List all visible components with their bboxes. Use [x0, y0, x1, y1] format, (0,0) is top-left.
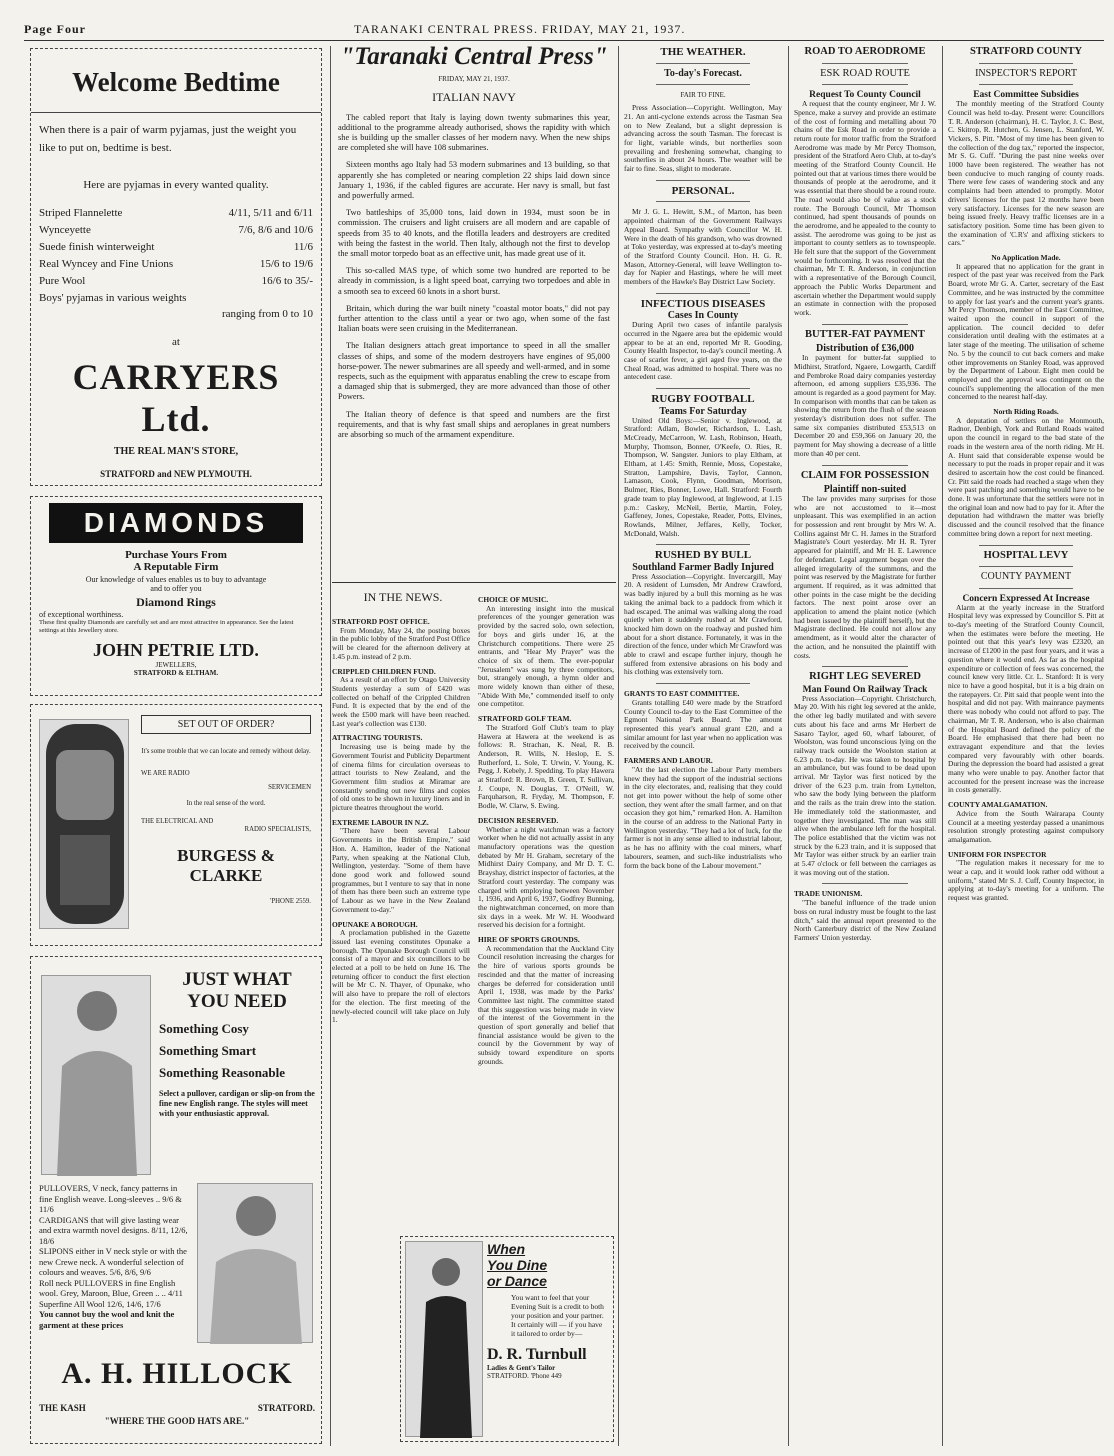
carryers-logo: CARRYERS Ltd. [72, 357, 280, 439]
diamonds-line6: These first quality Diamonds are carefully set and are most attractive in appearance. See the latest settings at this Jewellery store. [39, 619, 294, 634]
editorial [338, 43, 610, 576]
aerodrome-text: A request that the county engineer, Mr J. W. Spence, make a survey and provide an estimate of the cost of forming and metalling about 70 chains of the Esk Road in order to provide a return route for motor traffic from the Stratford Aerodrome was made by Mr Percy Thomson, president of the Stratford Aero Club, at to-day's meeting of the Stratford County Council. He pointed out that at various times there would be thousands of people at the aerodrome, and it was essential that there should be a round route. The road would also be of value as a stock route. The Borough Council, Mr Thomson continued, had spent thousands of pounds on the aerodrome, and he appealed to the county to assist. The aerodrome was going to be just as important to county settlers as to townspeople. He felt sure that the support of the Government would be forthcoming. It was resolved that the chairman, Mr T. R. Anderson, in conjunction with a representative of the Borough Council, approach the Public Works Department and ascertain whether the Department would supply an estimate in connection with the proposed work. [794, 99, 936, 317]
radio-line3: SERVICEMEN [268, 784, 311, 791]
diamonds-line1: Purchase Yours From [125, 549, 227, 561]
radio-cabinet-icon [39, 719, 129, 929]
editorial-body [338, 113, 610, 441]
news-heading: IN THE NEWS. [363, 590, 443, 604]
editorial-paragraph: This so-called MAS type, of which some two hundred are reported to be already in commission, is a light speed boat, carrying two torpedoes and able in a smooth sea to exceed 60 knots in a short burst. [338, 266, 610, 296]
news-item-heading: HIRE OF SPORTS GROUNDS. [478, 935, 580, 945]
editorial-date: FRIDAY, MAY 21, 1937. [438, 75, 510, 84]
north-riding-heading: North Riding Roads. [993, 407, 1059, 417]
radio-ad [30, 704, 322, 946]
county-sub1: INSPECTOR'S REPORT [975, 67, 1077, 79]
price-item-price: 16/6 to 35/- [261, 275, 313, 287]
hospital-sub2: Concern Expressed At Increase [962, 593, 1090, 604]
hospital-text: Alarm at the yearly increase in the Stratford Hospital levy was expressed by Councillor S. Pitt at to-day's meeting of the Stratford County Council, when the estimates were before the meeting. He pointed out that this year's levy was £2320, an increase of £1200 in the past four years, and it was a question where it would end. As far as the hospital expenditure or collection of fees was concerned, the council knew very little. Cr. L. Stanford: It is very nice to have a good hospital, but it is a big drain on the ratepayers. Cr. Pitt said that people went into the hospital and did not pay. With mainrance payments there was nobody who could not afford to pay. The chairman, Mr T. R. Anderson, who is also chairman of the Hospital Board defined the policy of the Board. He emphasised that there had been no extravagant expenditure and that the levies compared very favourably with other boards. During the depression the board had assisted a great many who were unable to pay. Another factor that accounted for the present increase was the increase in costs generally. [948, 602, 1104, 795]
news-item-text: From Monday, May 24, the posting boxes in the public lobby of the Stratford Post Office will be cleared for the afternoon delivery at 1.45 p.m. instead of 2 p.m. [332, 625, 470, 661]
grants-text: Grants totalling £40 were made by the Stratford County Council to-day to the East Committee of the Egmont National Park Board. The amount represented this year's annual grant £20, and a similar amount for last year when no application was received by the council. [624, 697, 782, 751]
price-item-name: Striped Flannelette [39, 207, 123, 219]
price-item-price: 4/11, 5/11 and 6/11 [228, 207, 313, 219]
county-text1: The monthly meeting of the Stratford County Council was held to-day. Present were: Councillors T. R. Anderson (chairman), H. C. Taylor, J. C. Best, C. Skitrop, R. Hutchen, G. Jensen, L. Stanford, W. Vickers, S. Pitt. "Most of my time has been given to the collection of the dog tax," reported the inspector, Mr S. G. Cuff. "During the past nine weeks over 1000 have been registered. The weather has not been conducive to much ranging of county roads. There were few cases of wandering stock and any complaints had been attended to promptly. Motor drivers' licenses for the past 12 months have been very satisfactory. Licenses for the new season are being issued freely. Heavy traffic licenses are in a satisfactory position. Some time has been given to the examination of 'C.R's' and affixing stickers to cars." [948, 99, 1104, 248]
turnbull-town: STRATFORD. 'Phone 449 [487, 1372, 562, 1380]
hillock-firm: A. H. HILLOCK [61, 1357, 293, 1390]
hillock-l2: CARDIGANS that will give lasting wear and extra warmth novel designs. 8/11, 12/6, 18/6 [39, 1214, 188, 1246]
column-rule [618, 46, 619, 1446]
bedtime-title: Welcome Bedtime [72, 67, 280, 97]
personal-heading: PERSONAL. [671, 184, 735, 197]
bull-sub: Southland Farmer Badly Injured [632, 562, 774, 574]
bull-heading: RUSHED BY BULL [654, 549, 752, 562]
aerodrome-sub2: Request To County Council [809, 90, 921, 101]
hillock-s1: Something Cosy [159, 1021, 249, 1036]
editorial-masthead: "Taranaki Central Press" [340, 43, 608, 70]
price-row [39, 205, 313, 222]
bull-text: Press Association—Copyright. Invercargill, May 20. A resident of Lumsden, Mr Andrew Crawford, was badly injured by a bull this morning as he was taking the animal back to a paddock from which it had escaped. The animal was walking along the road quietly when it suddenly rushed at Mr Crawford, knocked him down on the roadway and pushed him about for a short distance. Fortunately, it was in the direction of the fence, under which Mr Crawford was able to crawl and escape further injury, though he suffered from extensive abrasions on his body and his clothing was extensively torn. [624, 571, 782, 677]
news-item-heading: CRIPPLED CHILDREN FUND. [332, 666, 436, 676]
hillock-l4: Roll neck PULLOVERS in fine English wool. Grey, Maroon, Blue, Green .. .. 4/11 [39, 1277, 183, 1298]
news-item-text: A proclamation published in the Gazette issued last evening constitutes Opunake a borough. The Opunake Borough Council will consist of a mayor and six councillors to be elected at a poll to be held on June 16. The returning officer to conduct the first election will be Mr C. N. Thayer, of Opunake, who will also have to prepare the roll of electors for the election. The first meeting of the newly-elected council will take place on July 1. [332, 928, 470, 1025]
column-rule [788, 46, 789, 1446]
petrie-towns: STRATFORD & ELTHAM. [133, 669, 219, 677]
carryers-tagline: THE REAL MAN'S STORE, [113, 446, 239, 457]
evening-suit-couple-illustration [405, 1241, 483, 1437]
leg-text: Press Association—Copyright. Christchurch, May 20. With his right leg severed at the ankle, the other leg badly mutilated and with severe cuts about his face and arms Mr Herbert de Sasaro Taylor, aged 60, wharf labourer, of Woolston, was found unconscious lying on the railway track outside the Woolston station at 6.23 p.m. to-day. He was taken to hospital by an ambulance, but was found to be dead upon arrival. Mr Taylor was first noticed by the driver of the 6.23 p.m. train from Lyttelton, who saw the body lying between the platform and the rails as the train drew into the station. He immediately told the stationmaster, and together they investigated. The man was still alive when the ambulance left for the hospital. The police established that the victim was not struck by the 6.23 train, and it is supposed that Mr Taylor was either struck by an earlier train at 5.47 o'clock or fell between the carriages as it was moving out of the station. [794, 693, 936, 877]
editorial-paragraph: The cabled report that Italy is laying down twenty submarines this year, additional to the programme already authorised, shows the rapidity with which she is building up the smaller classes of her modern navy. When the new ships are completed she will have 108 submarines. [338, 112, 610, 153]
hillock-s2: Something Smart [159, 1043, 257, 1058]
news-item-text: A recommendation that the Auckland City Council resolution increasing the charges for the hire of various sports grounds be rescinded and that the matter of increasing charges be deferred for consideration until April 1, 1938, was made by the Parks' Committee last night. The committee stated that this suggestion was being made in view of the interest of the Government in the question of sport generally and belief that financial assistance would be given to the council by the Government by way of subsidy toward expenditure on sports grounds. [478, 943, 614, 1066]
bedtime-price-list [39, 205, 313, 290]
petrie-sub: JEWELLERS, [155, 661, 197, 669]
weather-text: Press Association—Copyright. Wellington, May 21. An anti-cyclone extends across the Tasman Sea on to New Zealand, but a slight depression is advancing across the south Tasman. The forecast is for light, variable winds, but northerlies soon prevailing and freshening somewhat, changing to southerlies in about 24 hours. The weather will be fair to fine. Seas, slight to moderate. [624, 103, 782, 174]
hillock-slogan: "WHERE THE GOOD HATS ARE." [104, 1416, 250, 1426]
hospital-heading: HOSPITAL LEVY [983, 549, 1069, 561]
claim-sub: Plaintiff non-suited [823, 484, 907, 496]
turnbull-t3: or Dance [487, 1273, 547, 1289]
claim-text: The law provides many surprises for those who are not accustomed to it—most unpleasant. This was exemplified in an action for possession and rent brought by Mrs W. A. Collins against Mr C. H. James in the Stratford Magistrate's Court yesterday. Mr H. R. Tyrer appeared for plaintiff, and Mr H. E. Lawrence for defendant. Legal argument began over the alleged irregularity of the summons, and the point was reserved by the Magistrate for further argument. If required, as it was admitted that other points in the case might be the deciding factors. The next point arose over an application to amend the plaint notice (which had been issued by the plaintiff herself), but the Magistrate declined. He could not allow any amendment, as it would alter the character of the action, and he nonsuited the plaintiff with costs. [794, 493, 936, 660]
man-in-slipon-illustration [197, 1183, 313, 1343]
news-item-text: As a result of an effort by Otago University Students yesterday a sum of £420 was collected on behalf of the Crippled Children Fund. It is expected that by the end of the week the £500 mark will have been reached. Last year's collection was £130. [332, 675, 470, 728]
hillock-l1: PULLOVERS, V neck, fancy patterns in fine English weave. Long-sleeves .. 9/6 & 11/6 [39, 1183, 182, 1214]
news-item-heading: EXTREME LABOUR IN N.Z. [332, 817, 429, 827]
news-left-column [332, 612, 470, 1342]
aerodrome-sub1: ESK ROAD ROUTE [820, 67, 910, 79]
claim-heading: CLAIM FOR POSSESSION [800, 469, 930, 481]
infectious-heading: INFECTIOUS DISEASES [640, 297, 766, 310]
radio-title: SET OUT OF ORDER? [141, 715, 311, 734]
weather-fair: FAIR TO FINE. [680, 91, 726, 100]
turnbull-firm: D. R. Turnbull [487, 1346, 587, 1363]
diamonds-line2: A Reputable Firm [133, 561, 219, 573]
hillock-s3: Something Reasonable [159, 1065, 286, 1080]
masthead-line: TARANAKI CENTRAL PRESS. FRIDAY, MAY 21, 1937. [354, 22, 686, 36]
page-header [24, 22, 1104, 40]
county-sub2: East Committee Subsidies [973, 90, 1079, 101]
county-text2: It appeared that no application for the grant in respect of the past year was received from the Park Board, wrote Mr G. A. Carter, secretary of the East Committee, and he was instructed by the committee to apply for last year's and the current year's grants. Mr Percy Thomson, member of the East Committee, waited upon the council in support of the application. The council decided to defer consideration until dealing with the estimates at a later stage of the meeting. The utilisation of scheme No. 5 by the council to cut back corners and make other improvements on Stanley Road, was approved by the Department of Labour. Eight men could be employed and the approval was contingent on the council's supplementing the allocation of the men concerned to the nearest half-day. [948, 261, 1104, 402]
butterfat-heading: BUTTER-FAT PAYMENT [805, 328, 925, 340]
radio-line2: WE ARE RADIO [141, 770, 190, 777]
column-rule [942, 46, 943, 1446]
news-item-heading: CHOICE OF MUSIC. [478, 595, 549, 604]
news-item-text: "There have been several Labour Governments in the British Empire," said Hon. A. Hamilton, leader of the National Party, when speaking at the National Club, Wellington, yesterday. "Some of them have done good work and followed sound programmes, but I venture to say that in none of them has there been such an extreme type of Labour as we have in the New Zealand Government to-day." [332, 826, 470, 914]
news-item-text: Increasing use is being made by the Government Tourist and Publicity Department of cinema films for circulation overseas to attract tourists to New Zealand, and the Government film studios at Miramar are constantly sending out new films and copies of old ones to be shown in luxury liners and in picture theatres throughout the world. [332, 742, 470, 813]
hillock-title2: YOU NEED [187, 991, 287, 1012]
uniform-heading: UNIFORM FOR INSPECTOR [948, 849, 1047, 859]
radio-phone: 'PHONE 2559. [270, 898, 311, 905]
news-item-heading: STRATFORD POST OFFICE. [332, 617, 430, 626]
editorial-title: ITALIAN NAVY [432, 90, 516, 105]
price-row [39, 222, 313, 239]
uniform-text: "The regulation makes it necessary for me to wear a cap, and it would look rather odd without a uniform," stated Mr S. J. Cuff, County Inspector, in applying at to-day's meeting for a uniform. The request was granted. [948, 858, 1104, 903]
hillock-footer [39, 1403, 315, 1426]
turnbull-t1: When [487, 1241, 526, 1257]
union-heading: TRADE UNIONISM. [794, 889, 863, 899]
radio-line4: In the real sense of the word. [186, 800, 266, 807]
bedtime-boys: Boys' pyjamas in various weights [39, 292, 187, 304]
leg-heading: RIGHT LEG SEVERED [809, 671, 921, 683]
hillock-town: STRATFORD. [257, 1403, 315, 1413]
amalgamation-heading: COUNTY AMALGAMATION. [948, 800, 1048, 810]
diamonds-line4: Diamond Rings [136, 595, 216, 609]
county-text3: A deputation of settlers on the Monmouth, Radnor, Denbigh, York and Rutland Roads waited upon the council in regard to the bad state of the roads in the western area of the north riding. Mr H. A. Hunt said that considerable expense would be necessary to put the roads in proper repair and it was desired to ascertain how the cost could be financed. Cr. Pitt said the roads had reached a stage when they were past patching and something would have to be done. It was unfortunate that the settlers were not in the original loan and now had to pay for it. After the deputation had withdrawn the matter was briefly discussed and the council resolved that the finance committee bring down a report for next meeting. [948, 415, 1104, 538]
hillock-lines [39, 1183, 191, 1330]
price-item-name: Pure Wool [39, 275, 86, 287]
radio-line6: RADIO SPECIALISTS, [244, 826, 311, 833]
price-item-name: Wynceyette [39, 224, 91, 236]
noapp-heading: No Application Made. [991, 253, 1061, 263]
petrie-name: JOHN PETRIE LTD. [93, 640, 259, 660]
aerodrome-heading: ROAD TO AERODROME [804, 46, 926, 57]
price-item-price: 7/6, 8/6 and 10/6 [238, 224, 313, 236]
diamonds-line3: Our knowledge of values enables us to buy to advantage and to offer you [85, 575, 267, 593]
weather-sub: To-day's Forecast. [664, 67, 742, 79]
infectious-text: During April two cases of infantile paralysis occurred in the Ngaere area but the epidemic would appear to be at an end, reported Mr R. Gooding, County Health Inspector, to-day's council meeting. A case of scarlet fever, a girl aged five years, on the Cheal Road, was admitted to hospital. There was no antecedent case. [624, 320, 782, 382]
carryers-towns: STRATFORD and NEW PLYMOUTH. [100, 469, 252, 479]
diamonds-line5: of exceptional worthiness. [39, 610, 124, 619]
hillock-l6: You cannot buy the wool and knit the garment at these prices [39, 1309, 175, 1330]
diamonds-banner: DIAMONDS [49, 503, 303, 543]
hillock-select: Select a pullover, cardigan or slip-on from the fine new English range. The styles will meet with your enthusiastic approval. [159, 1089, 315, 1118]
page-number: Page Four [24, 22, 86, 36]
price-row [39, 273, 313, 290]
turnbull-t2: You Dine [487, 1257, 548, 1273]
column-rule [330, 46, 331, 1446]
radio-text [141, 715, 311, 906]
editorial-paragraph: The Italian designers attach great importance to speed in all the smaller classes of ships, and some of the modern destroyers have engines of 95,000 horse-power. The newer submarines are all speedy and well-armed, and in some respects, such as the equipment with apparatus enabling the crew to escape from a damaged ship that is submerged, they are more advanced than those of other Powers. [338, 341, 610, 402]
hillock-l5: Superfine All Wool 12/6, 14/6, 17/6 [39, 1298, 161, 1309]
county-heading: STRATFORD COUNTY [969, 46, 1083, 57]
farmers-heading: FARMERS AND LABOUR. [624, 756, 713, 766]
grants-heading: GRANTS TO EAST COMMITTEE. [624, 689, 740, 699]
price-item-price: 11/6 [293, 241, 313, 253]
price-row [39, 239, 313, 256]
news-right-column [478, 590, 614, 1066]
editorial-paragraph: Two battleships of 35,000 tons, laid down in 1934, must soon be in commission. The cruisers and light cruisers are all modern and are capable of speeds from 35 to 40 knots, and the flotilla leaders and destroyers are credited with being the fastest in the world. Then Italy, although not the first to develop the small motor torpedo boat as an effective unit, has made great use of it. [338, 208, 610, 259]
news-item-text: An interesting insight into the musical preferences of the younger generation was provided by the sacred solo, own selection, for boys and girls under 16, at the Christchurch competitions. There were 25 entrants, and "Hear My Prayer" was the choice of six of them. The ever-popular "Jerusalem" was sung by three competitors, but, strangely enough, a hymn older and more widely known than either of these, "Abide With Me," commended itself to only one competitor. [478, 603, 614, 709]
editorial-paragraph: Britain, which during the war built ninety "coastal motor boats," did not pay further attention to the class until a year or two ago, when some of the fast Italian boats were seen cruising in the Mediterranean. [338, 303, 610, 334]
turnbull-ad [400, 1236, 614, 1442]
infectious-sub: Cases In County [667, 310, 739, 322]
burgess-clarke-name: BURGESS & CLARKE [177, 846, 275, 885]
news-item-text: Whether a night watchman was a factory worker when he did not actually assist in any manufactory operations was the question debated by Mr H. Graham, secretary of the Midhirst Dairy Company, and Mr D. T. C. Brayshay, district inspector of factories, at the Stratford court yesterday. The company was charged with employing between November 1, 1936, and April 6, 1937, Godfrey Bunning, the nightwatchman concerned, on more than six days in a week. Mr W. H. Woodward reserved his decision for a fortnight. [478, 824, 614, 930]
diamonds-ad [30, 496, 322, 696]
hillock-ad [30, 956, 322, 1444]
radio-line5: THE ELECTRICAL AND [141, 818, 214, 825]
editorial-paragraph: Sixteen months ago Italy had 53 modern submarines and 13 building, so that apparently she has completed or nearing completion 22 ships laid down since January 1, 1936, if the cabled figures are accurate. Her navy is small, but fast and powerfully armed. [338, 160, 610, 201]
hillock-title1: JUST WHAT [182, 969, 292, 990]
column-4 [624, 48, 782, 1446]
header-rule [24, 40, 1104, 41]
leg-sub: Man Found On Railway Track [802, 685, 928, 695]
rugby-heading: RUGBY FOOTBALL [651, 393, 755, 406]
price-row [39, 256, 313, 273]
hillock-kash: THE KASH [39, 1403, 86, 1413]
editorial-rule [332, 582, 616, 583]
bedtime-ad [30, 48, 322, 486]
hospital-sub1: COUNTY PAYMENT [980, 571, 1072, 583]
bedtime-intro: When there is a pair of warm pyjamas, just the weight you like to put on, bedtime is best. [39, 124, 297, 154]
news-item-heading: OPUNAKE A BOROUGH. [332, 919, 418, 929]
column-5 [794, 48, 936, 1446]
personal-text: Mr J. G. L. Hewitt, S.M., of Marton, has been appointed chairman of the Government Railways Appeal Board. Sympathy with Councillor W. H. Were in the death of his grandson, who was drowned at Toko yesterday, was expressed at to-day's meeting of the Stratford County Council. Hon. H. G. R. Mason, Attorney-General, will leave Wellington to-day for Napier and Hastings, where he will meet members of the Hawke's Bay District Law Society. [624, 207, 782, 287]
butterfat-sub: Distribution of £36,000 [815, 343, 915, 355]
man-in-pullover-illustration [41, 975, 151, 1175]
amalgamation-text: Advice from the South Wairarapa County Council at a meeting yesterday passed a unanimous resolution strongly protesting against compulsory amalgamation. [948, 808, 1104, 844]
turnbull-text [487, 1241, 607, 1380]
union-text: "The baneful influence of the trade union boss on rural industry must be fought to the last ditch," said the annual report presented to the North Canterbury district of the New Zealand Farmers' Union yesterday. [794, 898, 936, 942]
rugby-sub: Teams For Saturday [659, 405, 747, 417]
news-item-heading: ATTRACTING TOURISTS. [332, 733, 423, 743]
column-6 [948, 48, 1104, 1446]
bedtime-at: at [172, 336, 180, 348]
radio-line1: It's some trouble that we can locate and remedy without delay. [141, 748, 311, 755]
bedtime-quality: Here are pyjamas in every wanted quality. [83, 179, 269, 191]
news-item-heading: STRATFORD GOLF TEAM. [478, 714, 572, 724]
hillock-l3: SLIPONS either in V neck style or with the new Crewe neck. A wonderful selection of colours and weaves. 5/6, 8/6, 9/6 [39, 1246, 187, 1277]
hillock-headline [159, 969, 315, 1119]
news-item-text: The Stratford Golf Club's team to play Hawera at Hawera at the weekend is as follows: R. Strachan, K. Neal, R. B. Anderson, R. Wills, N. Heslop, E. S. Rutherford, L. Sole, T. Urwin, V. Young, K. Pegg, J. Kebely, J. Spedding. To play Hawera at Stratford: R. Brown, B. Green, T. Sullivan, J. Coupe, N. Douglas, T. O'Neill, W. Farquharson, R. Fryday, M. Thompson, F. Bodle, W. Clarw, S. Ewing. [478, 722, 614, 811]
turnbull-sub: Ladies & Gent's Tailor [487, 1364, 556, 1372]
butterfat-text: In payment for butter-fat supplied to Midhirst, Stratford, Ngaere, Lowgarth, Cardiff and Pembroke Road dairy companies yesterday afternoon, ed among suppliers £35,936. The amount is regarded as a good payment for May. In comparison with months that can be taken as showing the return from the flush of the season yesterday's distribution does not suffer. The same six companies distributed £53,513 on December 20 and £59,366 on January 20, the payment for May showing a decrease of a little more than 40 per cent. [794, 353, 936, 458]
rugby-text: United Old Boys:—Senior v. Inglewood, at Stratford: Adlam, Bowler, Richardson, L. Lash, McCready, McCarroon, W. Lash, Robinson, Heath, Murphy, Thomson, Bonner, O'Keefe, O. Ries, R. Thompson, W. Sangster. Juniors to play Eltham, at Eltham, at 1.45: Smith, Rennie, Moss, Copestake, Stratton, Lampshire, Davis, Taylor, Cannon, Lamason, Cook, Flynn, Goodman, Morrison, Bulmer, Ries, Bonner, Lowe, Hall. Stratford: Fourth grade team to play Inglewood, at Inglewood, at 1.15 p.m.: Caskey, McNeil, Bertie, Martin, Foley, Gaffeney, Jones, Copestake, Reader, Potts, Elvines, Rowlands, Milner, Jeffares, Kelly, Tocker, McDonald, Walsh. [624, 415, 782, 538]
price-item-name: Suede finish winterweight [39, 241, 155, 253]
price-item-name: Real Wyncey and Fine Unions [39, 258, 174, 270]
price-item-price: 15/6 to 19/6 [259, 258, 313, 270]
turnbull-body: You want to feel that your Evening Suit is a credit to both your position and your partner. It certainly will — if you have it tailored to order by— [511, 1293, 604, 1338]
farmers-text: "At the last election the Labour Party members knew they had the support of the industrial sections in the city electorates, and, realising that they could not get into power without the help of some other section, they went after the small farmer, and on that occasion they got him," remarked Hon. A. Hamilton in the course of an address to the National Party in Wellington yesterday. "They had a lot of luck, for the farmer is not in any sense allied to industrial labour, as he has no affinity with the coal miners, wharf labourers, seamen, and such-like industrialists who form the back bone of the Labour movement." [624, 764, 782, 870]
editorial-paragraph: The Italian theory of defence is that speed and numbers are the first requirements, and that is why fast small ships and aeroplanes in great numbers are absorbing so much of the armament expenditure. [338, 409, 610, 440]
weather-heading: THE WEATHER. [660, 46, 746, 58]
bedtime-boys-range: ranging from 0 to 10 [221, 308, 313, 320]
news-item-heading: DECISION RESERVED. [478, 815, 559, 825]
